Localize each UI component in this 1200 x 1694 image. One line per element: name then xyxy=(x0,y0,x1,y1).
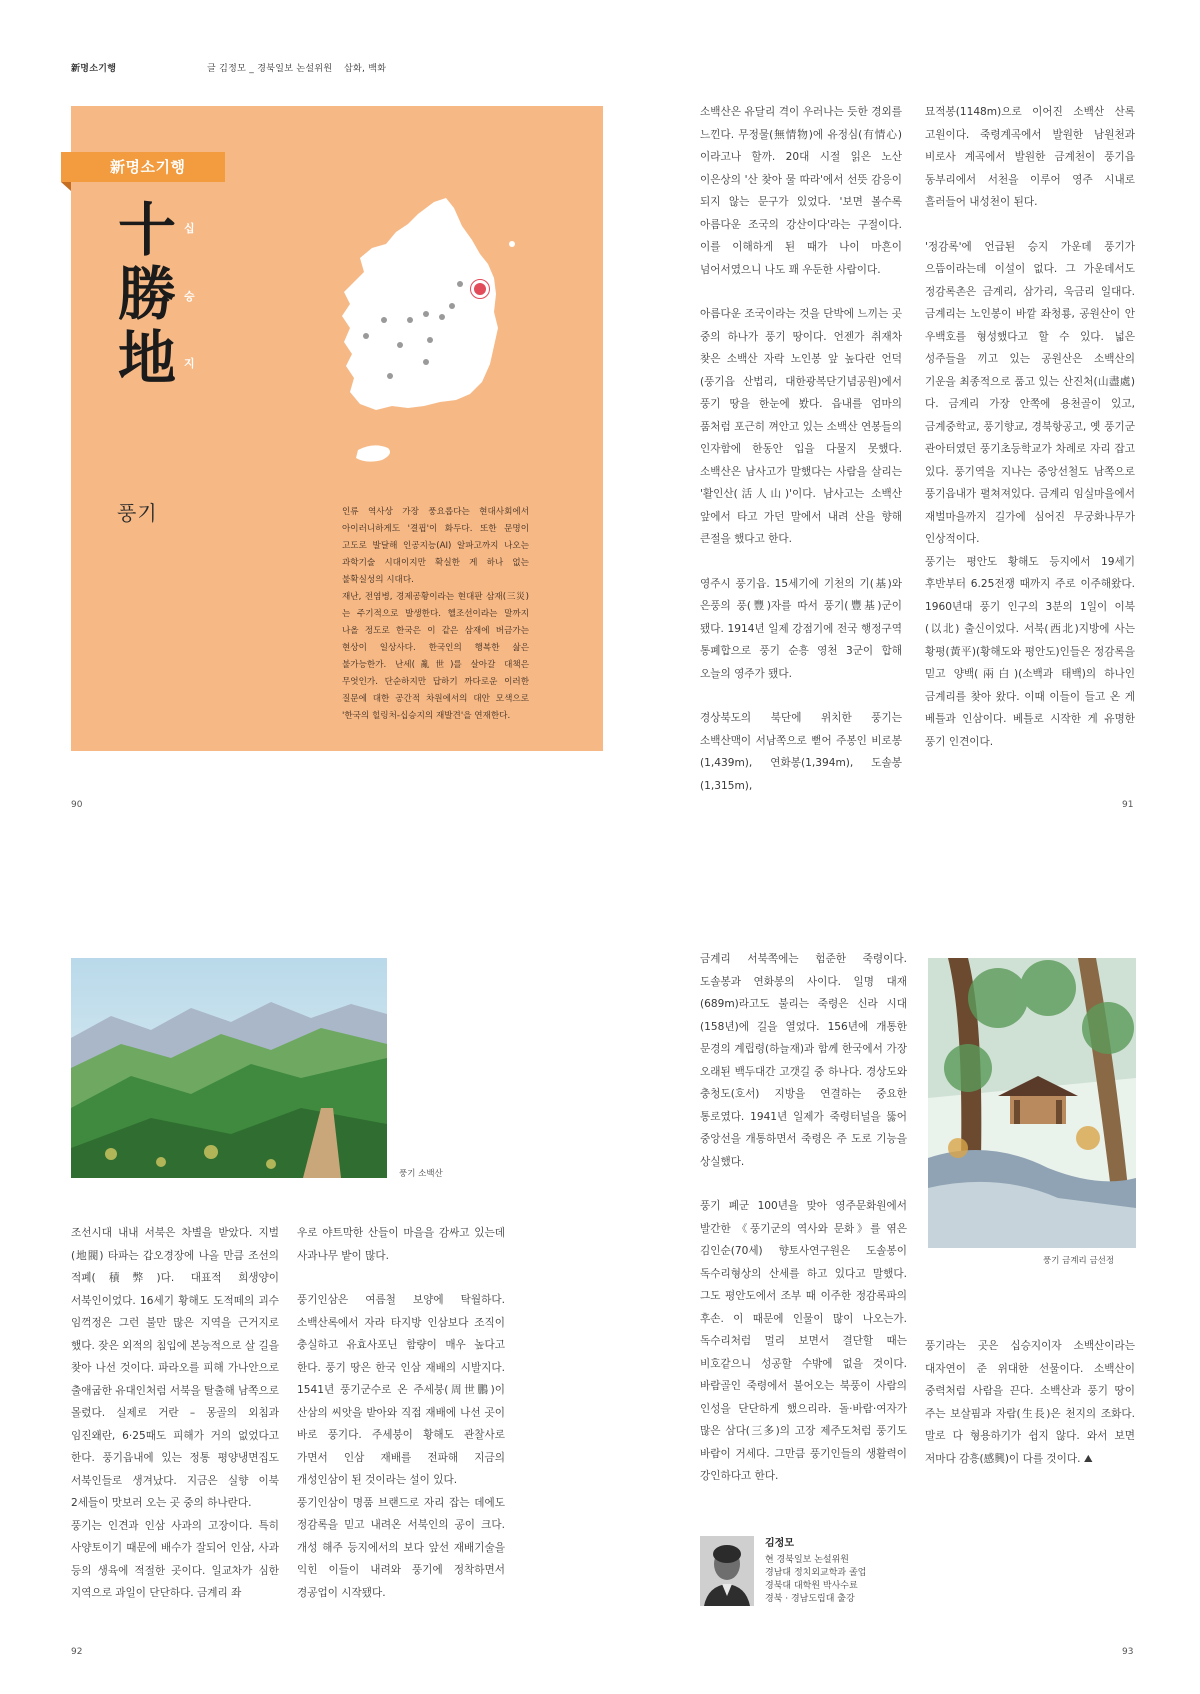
page-number-91: 91 xyxy=(1122,800,1134,810)
page-number-92: 92 xyxy=(71,1647,83,1657)
paragraph: 영주시 풍기읍. 15세기에 기천의 기(基)와 은풍의 풍(豐)자를 따서 풍기(豐基)군이 됐다. 1914년 일제 강점기에 전국 행정구역 통폐합으로 풍기 순흥 영천 3군이 합해 오늘의 영주가 됐다. xyxy=(700,577,902,680)
paragraph: 풍기는 인견과 인삼 사과의 고장이다. 특히 사양토이기 때문에 배수가 잘되어 인삼, 사과 등의 생육에 적절한 곳이다. 일교차가 심한 지역으로 과일이 단단하다. 금계리 좌 xyxy=(71,1519,279,1599)
hanja-land: 地 xyxy=(118,324,177,392)
korea-peninsula-shape xyxy=(342,198,498,410)
paragraph: 묘적봉(1148m)으로 이어진 소백산 산록 고원이다. 죽령계곡에서 발원한 남원천과 비로사 계곡에서 발원한 금계천이 풍기읍 동부리에서 서천을 이루어 영주 시내로 흘러들어 내성천이 된다. xyxy=(925,106,1135,208)
map-dot xyxy=(363,333,369,339)
ulleung-island-shape xyxy=(509,241,515,247)
reading-sip: 십 xyxy=(184,222,195,235)
paragraph: 풍기인삼은 여름철 보양에 탁월하다. 소백산록에서 자라 타지방 인삼보다 조직이 충실하고 유효사포닌 함량이 매우 높다고 한다. 풍기 땅은 한국 인삼 재배의 시발지다. 1541년 풍기군수로 온 주세붕(周世鵬)이 산삼의 씨앗을 받아와 직접 재배에 나선 곳이 바로 풍기다. 주세붕이 황해도 관찰사로 가면서 인삼 재배를 전파해 지금의 개성인삼이 된 것이라는 설이 있다. xyxy=(297,1294,505,1486)
jeju-island-shape xyxy=(356,445,390,461)
series-tab-fold xyxy=(61,182,71,191)
page-number-90: 90 xyxy=(71,800,83,810)
painting-caption-sobaeksan: 풍기 소백산 xyxy=(399,1169,443,1179)
series-header: 新명소기행 xyxy=(71,64,117,74)
page92-column-2 xyxy=(297,1222,505,1604)
page92-column-1 xyxy=(71,1222,279,1605)
career-line: 경남대 정치외교학과 졸업 xyxy=(765,1568,867,1578)
painting-caption-geumseonjeong: 풍기 금계리 금선정 xyxy=(1043,1256,1115,1266)
painting-sobaeksan xyxy=(71,958,387,1178)
map-dot xyxy=(381,317,387,323)
career-line: 경북대 대학원 박사수료 xyxy=(765,1581,858,1591)
map-dot xyxy=(457,281,463,287)
map-dot xyxy=(423,359,429,365)
hanja-ten: 十 xyxy=(118,196,177,264)
illustration-credit: 삽화, 백화 xyxy=(344,64,387,74)
series-tab: 新명소기행 xyxy=(61,152,225,182)
paragraph: 경상북도의 북단에 위치한 풍기는 소백산맥이 서남쪽으로 뻗어 주봉인 비로봉(1,439m), 연화봉(1,394m), 도솔봉(1,315m), xyxy=(700,712,902,792)
map-dot xyxy=(397,342,403,348)
painting-sobaeksan-image xyxy=(71,958,387,1178)
paragraph: 아름다운 조국이라는 것을 단박에 느끼는 곳 중의 하나가 풍기 땅이다. 언젠가 취재차 찾은 소백산 자락 노인봉 앞 높다란 언덕(풍기읍 산법리, 대한광복단기념공원)에서 풍기 땅을 한눈에 봤다. 읍내를 엄마의 품처럼 포근히 껴안고 있는 소백산 연봉들의 인자함에 한동안 입을 다물지 못했다. 소백산은 남사고가 말했다는 사람을 살리는 '활인산(活人山)'이다. 남사고는 소백산 앞에서 타고 가던 말에서 내려 산을 향해 큰절을 했다고 한다. xyxy=(700,308,902,545)
page91-column-1 xyxy=(700,101,902,797)
paragraph: 조선시대 내내 서북은 차별을 받았다. 지벌(地閥) 타파는 갑오경장에 나올 만큼 조선의 적폐(積弊)다. 대표적 희생양이 서북인이었다. 16세기 황해도 도적떼의 괴수 임꺽정은 그런 불만 많은 지역을 근거지로 했다. 잦은 외적의 침입에 본능적으로 살 길을 찾아 나선 것이다. 파라오를 피해 가나안으로 출애굽한 유대인처럼 서북을 탈출해 남쪽으로 몰렸다. 실제로 거란 – 몽골의 외침과 임진왜란, 6·25때도 피해가 거의 없었다고 한다. 풍기읍내에 있는 정통 평양냉면집도 서북인들로 생겨났다. 지금은 실향 이북 2세들이 맛보러 오는 곳 중의 하나란다. xyxy=(71,1227,279,1509)
page93-column-2 xyxy=(925,1335,1135,1470)
painting-geumseonjeong-image xyxy=(928,958,1136,1248)
reading-seung: 승 xyxy=(184,290,195,303)
intro-text xyxy=(342,504,529,725)
page91-column-2 xyxy=(925,101,1135,753)
paragraph: 풍기인삼이 명품 브랜드로 자리 잡는 데에도 정감록을 믿고 내려온 서북인의 공이 크다. 개성 해주 등지에서의 보다 앞선 재배기술을 익힌 이들이 내려와 풍기에 정착하면서 경공업이 시작됐다. xyxy=(297,1496,505,1599)
career-line: 현 경북일보 논설위원 xyxy=(765,1555,849,1565)
paragraph: 우로 야트막한 산들이 마을을 감싸고 있는데 사과나무 밭이 많다. xyxy=(297,1227,505,1262)
intro-paragraph: 재난, 전염병, 경제공황이라는 현대판 삼재(三災)는 주기적으로 발생한다. 헬조선이라는 말까지 나올 정도로 한국은 이 같은 삼재에 버금가는 현상이 일상사다. 한국인의 행복한 삶은 불가능한가. 난세(亂世)를 살아갈 대책은 무엇인가. 단순하지만 답하기 까다로운 이러한 질문에 대한 공간적 차원에서의 대안 모색으로 '한국의 힐링처-십승지의 재발견'을 연재한다. xyxy=(342,592,529,721)
author-portrait xyxy=(700,1536,754,1606)
intro-paragraph: 인류 역사상 가장 풍요롭다는 현대사회에서 아이러니하게도 '결핍'이 화두다. 또한 문명이 고도로 발달해 인공지능(AI) 알파고까지 나오는 과학기술 시대이지만 확실한 게 하나 없는 불확실성의 시대다. xyxy=(342,507,529,585)
author-career xyxy=(765,1554,866,1606)
pungi-location-marker xyxy=(473,282,487,296)
map-dot xyxy=(387,373,393,379)
paragraph: 풍기 폐군 100년을 맞아 영주문화원에서 발간한 《풍기군의 역사와 문화》를 엮은 김인순(70세) 향토사연구원은 도솔봉이 독수리형상의 산세를 하고 있다고 말했다. 그도 평안도에서 조부 때 이주한 정감록파의 후손. 이 때문에 인물이 많이 나오는가. 독수리처럼 멀리 보면서 결단할 때는 비호같으니 성공할 수밖에 없을 것이다. 바람골인 죽령에서 불어오는 북풍이 사람의 인성을 단단하게 했으리라. 돌·바람·여자가 많은 삼다(三多)의 고장 제주도처럼 풍기도 바람이 거세다. 그만큼 풍기인들의 생활력이 강인하다고 한다. xyxy=(700,1200,907,1482)
region-name: 풍기 xyxy=(117,501,158,525)
page93-column-1 xyxy=(700,948,907,1488)
paragraph: 풍기라는 곳은 십승지이자 소백산이라는 대자연이 준 위대한 선물이다. 소백산이 중력처럼 사람을 끈다. 소백산과 풍기 땅이 주는 보살핌과 자람(生長)은 천지의 조화다. 말로 다 형용하기가 쉽지 않다. 와서 보면 저마다 감흥(感興)이 다를 것이다. ⛰ xyxy=(925,1340,1135,1465)
paragraph: 풍기는 평안도 황해도 등지에서 19세기 후반부터 6.25전쟁 때까지 주로 이주해왔다. 1960년대 풍기 인구의 3분의 1일이 이북(以北) 출신이었다. 서북(西北)지방에 사는 황평(黃平)(황해도와 평안도)인들은 정감록을 믿고 양백(兩白)(소백과 태백)의 하나인 금계리를 찾아 왔다. 이때 이들이 들고 온 게 베틀과 인삼이다. 베틀로 시작한 게 유명한 풍기 인견이다. xyxy=(925,555,1135,748)
paragraph: 금계리 서북쪽에는 험준한 죽령이다. 도솔봉과 연화봉의 사이다. 일명 대재(689m)라고도 불리는 죽령은 신라 시대(158년)에 길을 열었다. 156년에 개통한 문경의 계립령(하늘재)과 함께 한국에서 가장 오래된 백두대간 고갯길 중 하나다. 경상도와 충청도(호서) 지방을 연결하는 중요한 통로였다. 1941년 일제가 죽령터널을 뚫어 중앙선을 개통하면서 죽령은 주 도로 기능을 상실했다. xyxy=(700,953,907,1168)
reading-ji: 지 xyxy=(184,357,195,370)
map-dot xyxy=(449,303,455,309)
painting-geumseonjeong xyxy=(928,958,1136,1248)
hanja-victory: 勝 xyxy=(118,260,177,328)
author-name: 김정모 xyxy=(765,1538,794,1549)
paragraph: 소백산은 유달리 격이 우러나는 듯한 경외를 느낀다. 무정물(無情物)에 유정심(有情心)이라고나 할까. 20대 시절 읽은 노산 이은상의 '산 찾아 물 따라'에서 선뜻 감응이 되지 않는 문구가 있었다. '보면 볼수록 아름다운 조국의 강산이다'라는 구절이다. 이를 이해하게 된 때가 나이 마흔이 넘어서였으니 나도 꽤 우둔한 사람이다. xyxy=(700,106,902,276)
korea-map xyxy=(330,196,530,486)
map-dot xyxy=(407,317,413,323)
map-dot xyxy=(423,311,429,317)
map-dot xyxy=(439,314,445,320)
byline: 글 김정모 _ 경북일보 논설위원 xyxy=(207,64,333,74)
paragraph: '정감록'에 언급된 승지 가운데 풍기가 으뜸이라는데 이설이 없다. 그 가운데서도 정감록촌은 금계리, 삼가리, 욱금리 일대다. 금계리는 노인봉이 바깥 좌청룡, 공원산이 안 우백호를 형성했다고 할 수 있다. 넓은 성주들을 끼고 있는 공원산은 소백산의 기운을 최종적으로 품고 있는 산진처(山盡處)다. 금계리 가장 안쪽에 용천골이 있고, 금계중학교, 풍기향교, 경북항공고, 옛 풍기군 관아터였던 풍기초등학교가 차례로 자리 잡고 있다. 풍기역을 지나는 중앙선철도 남쪽으로 풍기읍내가 펼쳐져있다. 금계리 임실마을에서 재벌마을까지 길가에 심어진 무궁화나무가 인상적이다. xyxy=(925,240,1135,545)
author-photo xyxy=(700,1536,754,1606)
page-number-93: 93 xyxy=(1122,1647,1134,1657)
map-dot xyxy=(427,337,433,343)
career-line: 경북 · 경남도립대 출강 xyxy=(765,1594,855,1604)
